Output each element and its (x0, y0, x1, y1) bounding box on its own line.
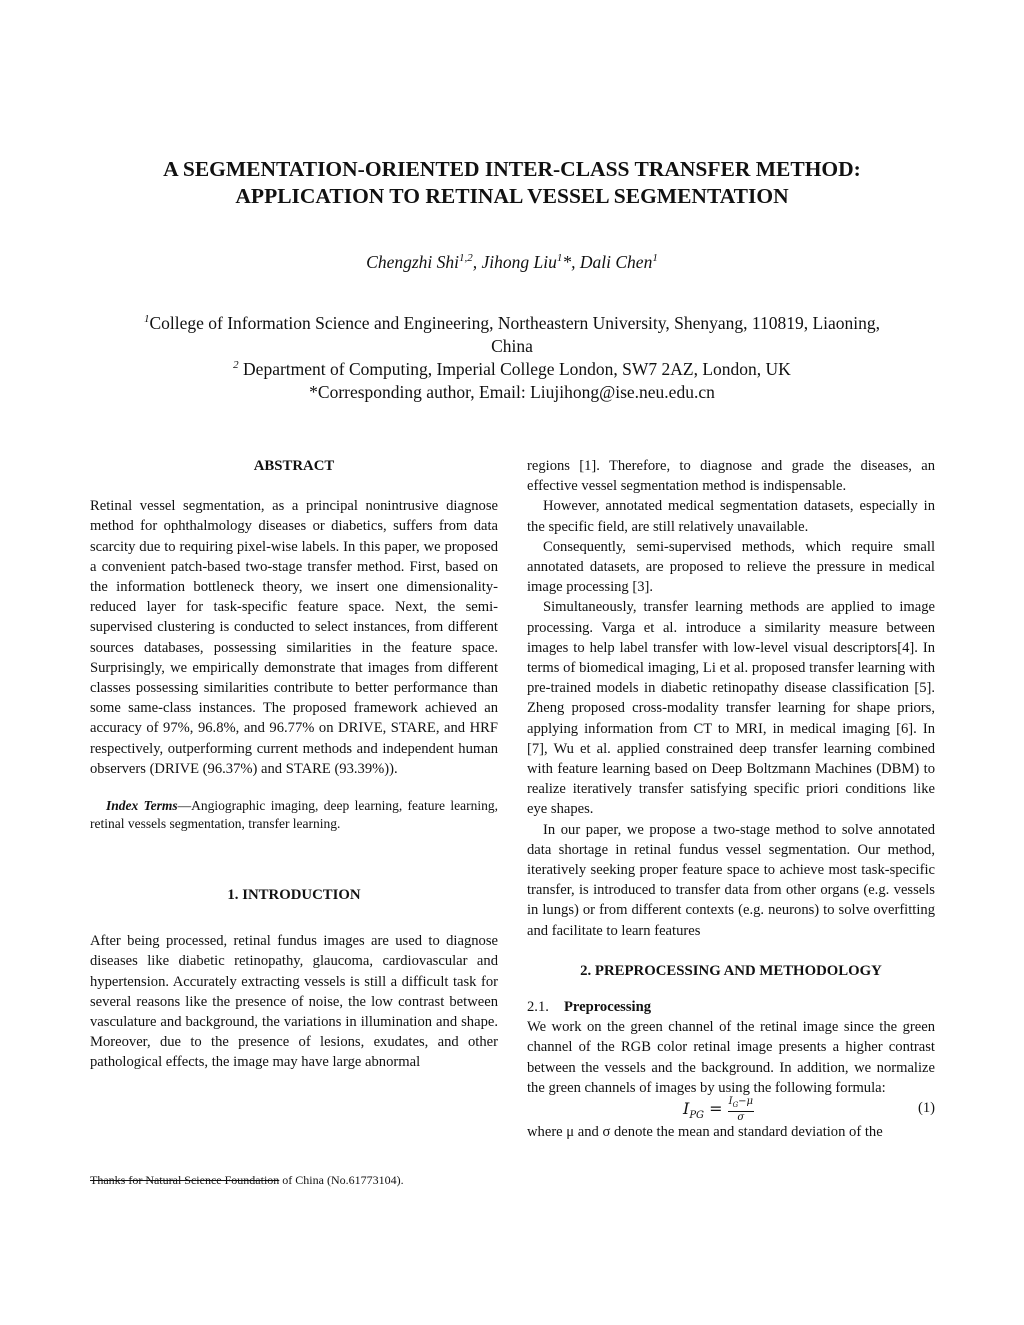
author-1: Chengzhi Shi (366, 252, 460, 272)
author-2-affil: 1 (556, 252, 563, 265)
methods-paragraph-1: We work on the green channel of the retinal image since the green channel of the RGB color retinal image presents a higher contrast between the vessels and the background. In addition, we normalize the green channels of images by using the following formula: (527, 1019, 935, 1096)
intro-paragraph-3: Consequently, semi-supervised methods, which require small annotated datasets, are proposed to relieve the pressure in medical image processing [3]. (527, 538, 935, 596)
intro-paragraph-1: After being processed, retinal fundus images are used to diagnose diseases like diabetic retinopathy, glaucoma, cardiovascular and hypertension. Accurately extracting vessels is still a difficult task for several reasons like the presence of noise, the low contrast between vasculature and background, the variations in illumination and shape. Moreover, due to the presence of lesions, exudates, and other pathological effects, the image may have large abnormal (90, 933, 498, 1071)
author-3: *, Dali Chen (562, 252, 653, 272)
affil-1-line-2: China (491, 336, 533, 356)
eq-fraction (728, 1096, 754, 1123)
right-column (527, 456, 935, 1142)
eq-den: σ (737, 1112, 745, 1124)
subsection-heading (527, 997, 935, 1017)
author-3-affil: 1 (652, 252, 658, 265)
affil-2-mark: 2 (233, 359, 239, 372)
index-terms (90, 797, 498, 833)
footnote-text: of China (No.61773104). (279, 1173, 404, 1187)
corresponding-author: *Corresponding author, Email: Liujihong@ise.neu.edu.cn (309, 382, 715, 402)
title-line-1: A SEGMENTATION-ORIENTED INTER-CLASS TRANSFER METHOD: (163, 157, 861, 181)
author-1-affil: 1,2 (459, 252, 473, 265)
eq-lhs: I (683, 1099, 690, 1119)
methods-paragraph-2: where μ and σ denote the mean and standard deviation of the (527, 1124, 883, 1141)
title-line-2: APPLICATION TO RETINAL VESSEL SEGMENTATION (235, 184, 789, 208)
intro-paragraph-5: In our paper, we propose a two-stage method to solve annotated data shortage in retinal fundus vessel segmentation. Our method, iteratively seeking proper feature space to achieve most task-specific transfer, is introduced to transfer data from other organs (e.g. vessels in lungs) or from different contexts (e.g. neurons) to solve overfitting and facilitate to learn features (527, 821, 935, 939)
eq-num-sub: G (732, 1101, 739, 1110)
index-terms-text: —Angiographic imaging, deep learning, feature learning, retinal vessels segmentation, transfer learning. (90, 798, 499, 832)
footnote (90, 1172, 498, 1188)
equation-number: (1) (917, 1100, 935, 1117)
footnote-struck: Thanks for Natural Science Foundation (90, 1173, 280, 1187)
abstract-text: Retinal vessel segmentation, as a principal nonintrusive diagnose method for ophthalmology diseases or diabetics, suffers from data scarcity due to requiring pixel-wise labels. In this paper, we proposed a convenient patch-based two-stage transfer method. First, based on the information bottleneck theory, we insert one dimensionality-reduced layer for task-specific feature space. Next, the semi-supervised clustering is conducted to select instances, from different sources databases, possessing similarities in the feature space. Surprisingly, we empirically demonstrate that images from different classes possessing similarities contribute to better performance than some same-class instances. The proposed framework achieved an accuracy of 97%, 96.8%, and 96.77% on DRIVE, STARE, and HRF respectively, outperforming current methods and independent human observers (DRIVE (96.37%) and STARE (93.39%)). (90, 498, 498, 777)
left-column (90, 456, 498, 1073)
author-2: , Jihong Liu (472, 252, 557, 272)
subsection-number: 2.1. (527, 999, 549, 1016)
eq-num-rest: −μ (738, 1096, 754, 1108)
eq-equals: = (704, 1099, 728, 1119)
intro-heading: 1. INTRODUCTION (227, 887, 361, 904)
author-list (60, 250, 964, 274)
intro-paragraph-4: Simultaneously, transfer learning methods are applied to image processing. Varga et al. introduce a similarity measure between images to help label transfer with low-level visual descriptors[4]. In terms of biomedical imaging, Li et al. proposed transfer learning with pre-trained models in diabetic retinopathy disease classification [5]. Zheng proposed cross-modality transfer learning for shape priors, applying information from CT to MRI, in medical imaging [6]. In [7], Wu et al. applied constrained deep transfer learning combined with feature learning based on Deep Boltzmann Machines (DBM) to realize iteratively transfer satisfying specific priori conditions like eye shapes. (527, 599, 935, 818)
eq-num: I (728, 1096, 733, 1108)
equation-1 (527, 1098, 935, 1122)
intro-paragraph-2: However, annotated medical segmentation datasets, especially in the specific field, are still relatively unavailable. (527, 498, 935, 535)
affiliations (60, 312, 964, 404)
index-terms-label: Index Terms (106, 798, 178, 814)
methods-heading: 2. PREPROCESSING AND METHODOLOGY (580, 962, 882, 979)
eq-lhs-sub: PG (689, 1110, 705, 1122)
abstract-heading: ABSTRACT (253, 458, 335, 474)
subsection-title: Preprocessing (564, 999, 652, 1016)
affil-2-text: Department of Computing, Imperial College London, SW7 2AZ, London, UK (238, 359, 791, 379)
intro-paragraph-1-cont: regions [1]. Therefore, to diagnose and grade the diseases, an effective vessel segmentation method is indispensable. (527, 458, 935, 495)
paper-title (60, 156, 964, 210)
affil-1-mark: 1 (143, 313, 150, 326)
affil-1-line-1: College of Information Science and Engineering, Northeastern University, Shenyang, 110819, Liaoning, (149, 313, 881, 333)
equation-formula (683, 1096, 754, 1126)
